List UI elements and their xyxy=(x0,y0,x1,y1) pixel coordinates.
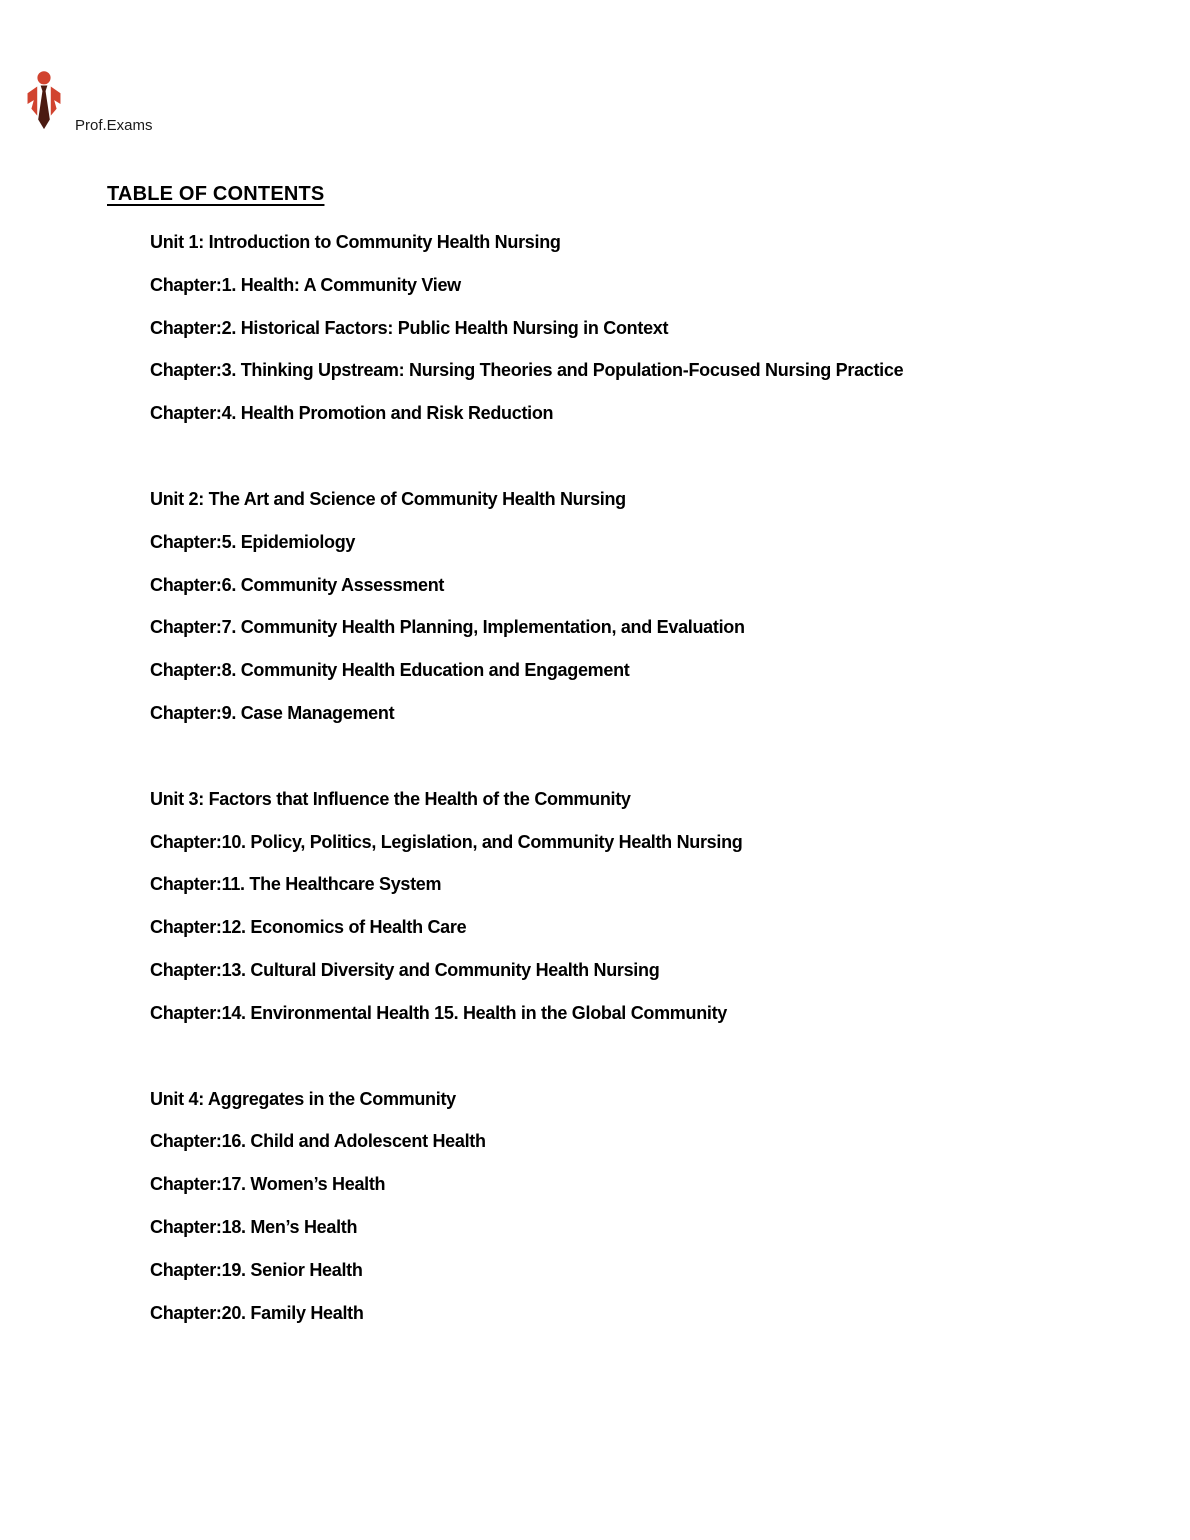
prof-exams-logo-icon xyxy=(24,71,64,133)
table-of-contents xyxy=(150,221,1130,1334)
toc-entry: Chapter:7. Community Health Planning, Implementation, and Evaluation xyxy=(150,617,745,638)
toc-entry: Chapter:10. Policy, Politics, Legislation, and Community Health Nursing xyxy=(150,831,743,852)
toc-entry: Chapter:2. Historical Factors: Public Health Nursing in Context xyxy=(150,317,669,338)
toc-entry: Chapter:17. Women’s Health xyxy=(150,1174,386,1195)
toc-entry: Chapter:1. Health: A Community View xyxy=(150,274,461,295)
brand-name: Prof.Exams xyxy=(75,117,153,134)
toc-entry: Chapter:13. Cultural Diversity and Community Health Nursing xyxy=(150,959,660,980)
toc-entry: Chapter:3. Thinking Upstream: Nursing Theories and Population-Focused Nursing Practice xyxy=(150,360,904,381)
unit-heading: Unit 3: Factors that Influence the Health of the Community xyxy=(150,788,631,809)
toc-entry: Chapter:5. Epidemiology xyxy=(150,531,356,552)
toc-entry: Chapter:4. Health Promotion and Risk Reduction xyxy=(150,403,554,424)
unit-heading: Unit 2: The Art and Science of Community Health Nursing xyxy=(150,488,626,509)
toc-entry: Chapter:14. Environmental Health 15. Health in the Global Community xyxy=(150,1002,728,1023)
person-tie-icon xyxy=(24,71,64,133)
toc-entry: Chapter:20. Family Health xyxy=(150,1302,364,1323)
toc-unit-4 xyxy=(150,1078,1130,1335)
toc-unit-3 xyxy=(150,778,1130,1035)
toc-entry: Chapter:19. Senior Health xyxy=(150,1259,363,1280)
toc-entry: Chapter:8. Community Health Education and Engagement xyxy=(150,660,630,681)
page-title: TABLE OF CONTENTS xyxy=(107,183,325,206)
toc-entry: Chapter:6. Community Assessment xyxy=(150,574,445,595)
toc-entry: Chapter:16. Child and Adolescent Health xyxy=(150,1131,486,1152)
unit-heading: Unit 4: Aggregates in the Community xyxy=(150,1088,456,1109)
toc-unit-1 xyxy=(150,221,1130,435)
toc-entry: Chapter:18. Men’s Health xyxy=(150,1216,358,1237)
unit-heading: Unit 1: Introduction to Community Health Nursing xyxy=(150,232,561,252)
toc-unit-2 xyxy=(150,478,1130,735)
toc-entry: Chapter:11. The Healthcare System xyxy=(150,874,442,895)
toc-entry: Chapter:9. Case Management xyxy=(150,702,395,723)
toc-entry: Chapter:12. Economics of Health Care xyxy=(150,917,467,938)
